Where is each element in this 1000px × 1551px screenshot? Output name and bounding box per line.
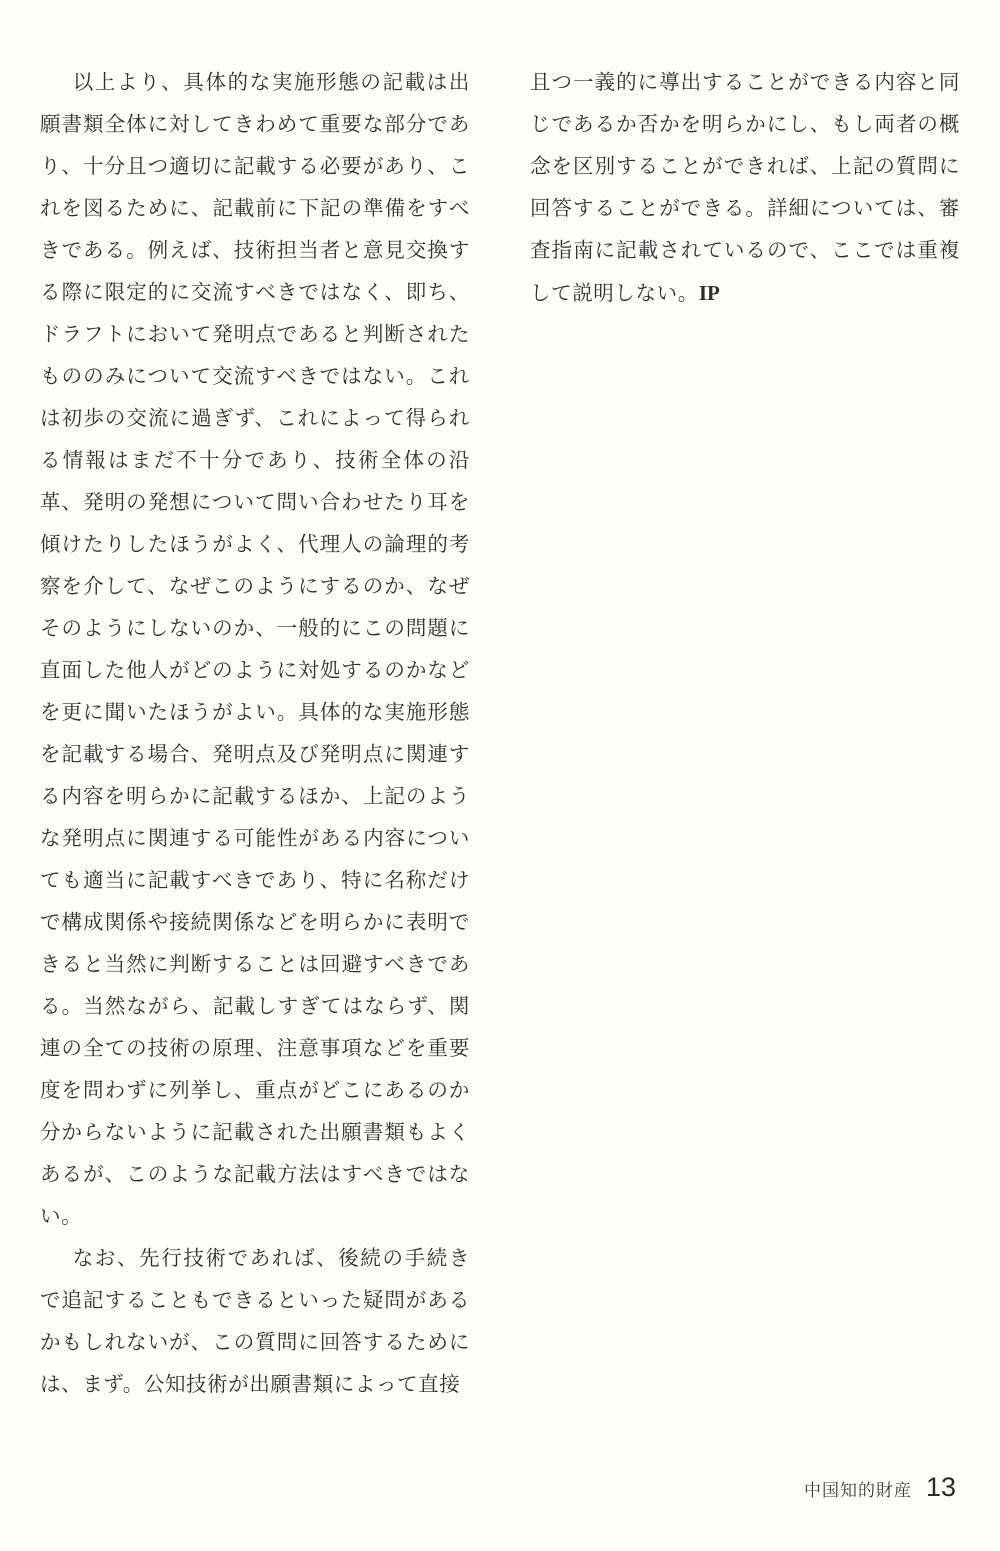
ip-mark: IP xyxy=(698,281,720,305)
paragraph: 以上より、具体的な実施形態の記載は出願書類全体に対してきわめて重要な部分であり、十分且つ適切に記載する必要があり、これを図るために、記載前に下記の準備をすべきである。例えば、技術担当者と意見交換する際に限定的に交流すべきではなく、即ち、ドラフトにおいて発明点であると判断されたもののみについて交流すべきではない。これは初歩の交流に過ぎず、これによって得られる情報はまだ不十分であり、技術全体の沿革、発明の発想について問い合わせたり耳を傾けたりしたほうがよく、代理人の論理的考察を介して、なぜこのようにするのか、なぜそのようにしないのか、一般的にこの問題に直面した他人がどのように対処するのかなどを更に聞いたほうがよい。具体的な実施形態を記載する場合、発明点及び発明点に関連する内容を明らかに記載するほか、上記のような発明点に関連する可能性がある内容についても適当に記載すべきであり、特に名称だけで構成関係や接続関係などを明らかに表明できると当然に判断することは回避すべきである。当然ながら、記載しすぎてはならず、関連の全ての技術の原理、注意事項などを重要度を問わずに列挙し、重点がどこにあるのか分からないように記載された出願書類もよくあるが、このような記載方法はすべきではない。 xyxy=(40,72,470,1228)
footer-publication-title: 中国知的財産 xyxy=(803,1481,912,1501)
left-column xyxy=(40,62,470,1406)
paragraph xyxy=(530,62,960,315)
page-footer xyxy=(804,1472,956,1503)
paragraph: なお、先行技術であれば、後続の手続きで追記することもできるといった疑問があるかもしれないが、この質問に回答するためには、まず。公知技術が出願書類によって直接 xyxy=(40,1248,470,1396)
paragraph-text: 且つ一義的に導出することができる内容と同じであるか否かを明らかにし、もし両者の概念を区別することができれば、上記の質問に回答することができる。詳細については、審査指南に記載されているので、ここでは重複して説明しない。 xyxy=(530,72,960,305)
right-column xyxy=(530,62,960,1406)
text-columns xyxy=(0,62,1000,1406)
page-number: 13 xyxy=(925,1472,956,1502)
